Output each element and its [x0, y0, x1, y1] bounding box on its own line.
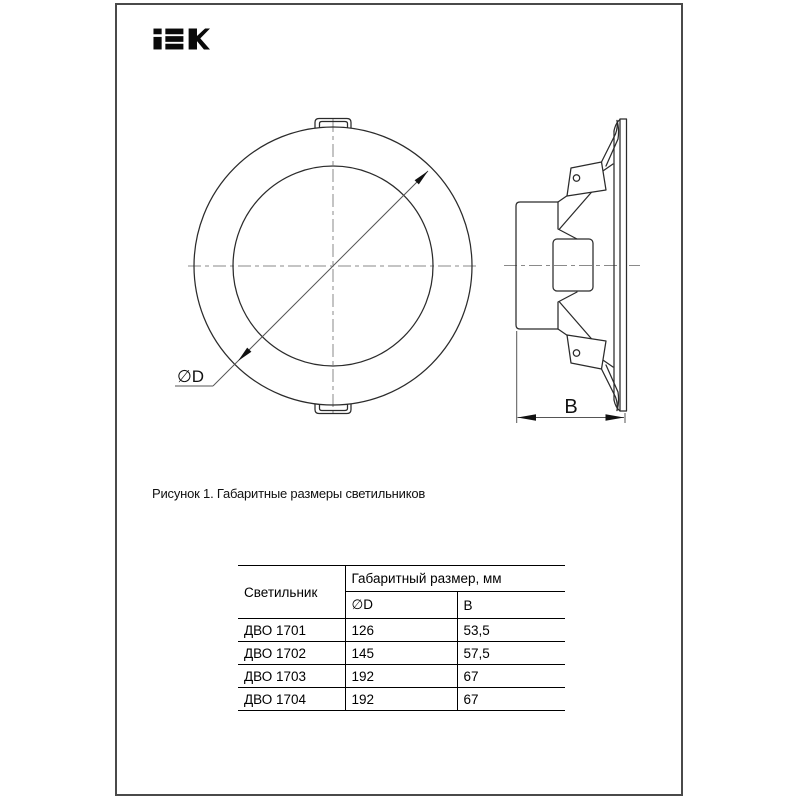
cell-model: ДВО 1701: [238, 619, 345, 642]
cell-depth: 67: [457, 665, 565, 688]
front-plate: [620, 119, 627, 411]
dimensions-table: [238, 565, 565, 711]
side-view-drawing: [504, 119, 640, 423]
figure-caption: Рисунок 1. Габаритные размеры светильников: [152, 486, 426, 501]
table-row: [238, 642, 565, 665]
table-row: [238, 688, 565, 711]
table-header-row: [238, 566, 565, 592]
table-header-luminaire: Светильник: [238, 566, 345, 619]
cell-depth: 53,5: [457, 619, 565, 642]
diameter-label: ∅D: [177, 367, 205, 386]
cell-diameter: 145: [345, 642, 457, 665]
cell-diameter: 192: [345, 665, 457, 688]
cell-depth: 57,5: [457, 642, 565, 665]
table-header-depth: B: [457, 592, 565, 619]
table-header-dimensions: Габаритный размер, мм: [345, 566, 565, 592]
cell-diameter: 126: [345, 619, 457, 642]
cell-model: ДВО 1704: [238, 688, 345, 711]
cell-model: ДВО 1702: [238, 642, 345, 665]
cell-depth: 67: [457, 688, 565, 711]
table-row: [238, 665, 565, 688]
cell-diameter: 192: [345, 688, 457, 711]
table-header-diameter: ∅D: [345, 592, 457, 619]
arrow-left: [518, 414, 537, 421]
cell-model: ДВО 1703: [238, 665, 345, 688]
document-page: [115, 3, 683, 796]
depth-label: B: [564, 396, 578, 418]
arrow-right: [606, 414, 625, 421]
table-row: [238, 619, 565, 642]
front-view-drawing: [175, 119, 478, 415]
dimension-drawing: [117, 5, 681, 467]
